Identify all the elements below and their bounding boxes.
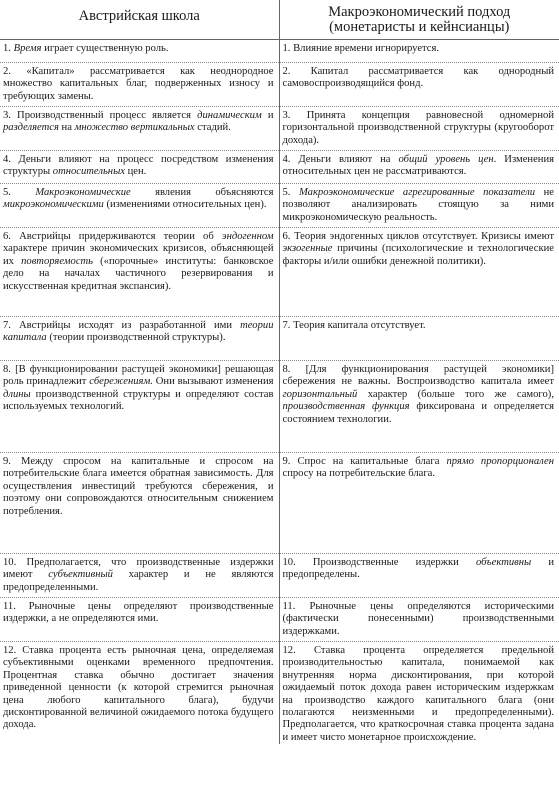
austrian-cell (0, 642, 279, 745)
cell-text: 8. [В функционировании растущей экономики] решающая роль принадлежит (3, 364, 274, 388)
table-header-row (0, 0, 559, 40)
cell-text: 12. Ставка процента определяется предельной производительностью капитала, понимаемой как внутренняя норма дисконтирования, при которой ожидаемый поток дохода равен историческим издержкам на производство каждого капитального блага (они полагаются неизменными и предопределенными). Предполагается, что краткосрочная ставка процента задана и имеет чисто монетарное происхождение. (282, 645, 554, 743)
table-body (0, 40, 559, 745)
macro-cell (279, 228, 559, 317)
cell-text: . Изменения относительных цен не рассматриваются. (282, 154, 554, 178)
cell-text: на (58, 122, 75, 134)
italic-term: производственная функция (282, 401, 410, 413)
italic-term: множество вертикальных (74, 122, 195, 134)
italic-term: сбережениям. (89, 376, 153, 388)
header-macroeconomic-approach (279, 0, 559, 40)
italic-term: Макроэкономические (35, 187, 131, 198)
austrian-cell (0, 317, 279, 361)
cell-text: 7. Теория капитала отсутствует. (282, 320, 426, 331)
cell-text: не позволяют анализировать стоящую за ними микроэкономическую реальность. (282, 187, 555, 223)
austrian-cell (0, 151, 279, 184)
macro-cell (279, 361, 559, 453)
table-row (0, 107, 559, 151)
table-row (0, 317, 559, 361)
table-row (0, 361, 559, 453)
cell-text: 1. (3, 43, 14, 54)
cell-text: и предопределены. (282, 557, 554, 581)
austrian-cell (0, 554, 279, 598)
table-row (0, 453, 559, 554)
italic-term: разделяется (3, 122, 59, 134)
cell-text: Они вызывают изменения (152, 376, 274, 388)
header-right-line1: Макроэкономический подход (328, 4, 511, 20)
cell-text: 1. Влияние времени игнорируется. (282, 43, 440, 54)
cell-text: 4. Деньги влияют на процесс посредством изменения структуры (3, 154, 274, 178)
cell-text: фиксирована и определяется состоянием технологии. (282, 401, 554, 425)
cell-text: характер (больше того же самого), (357, 388, 554, 400)
italic-term: динамическим (197, 110, 262, 121)
table-row (0, 63, 559, 107)
italic-term: объективны (475, 557, 532, 568)
cell-text: 11. Рыночные цены определяются историческими (фактически понесенными) производственными издержками. (282, 601, 554, 637)
macro-cell (279, 642, 559, 745)
cell-text: 3. Принята концепция равновесной одномерной горизонтальной производственной структуры (кругооборот дохода). (282, 110, 554, 146)
macro-cell (279, 151, 559, 184)
cell-text: 8. [Для функционирования растущей экономики] сбережения не важны. Воспроизводство капитала имеет (282, 364, 554, 388)
cell-text: 10. Предполагается, что производственные издержки имеют (3, 557, 274, 581)
table-row (0, 642, 559, 745)
austrian-cell (0, 361, 279, 453)
cell-text: причины (психологические и технологические факторы и/или ошибки денежной политики). (282, 243, 554, 267)
macro-cell (279, 598, 559, 642)
cell-text: спросу на потребительские блага. (282, 468, 436, 480)
header-left-label: Австрийская школа (78, 8, 200, 24)
table-row (0, 598, 559, 642)
macro-cell (279, 554, 559, 598)
macro-cell (279, 63, 559, 107)
austrian-cell (0, 228, 279, 317)
table-row (0, 40, 559, 63)
italic-term: эндогенном (221, 231, 274, 242)
cell-text: 5. (282, 187, 299, 198)
italic-term: микроэкономическими (3, 199, 104, 211)
macro-cell (279, 40, 559, 63)
table-row (0, 184, 559, 228)
table-row (0, 554, 559, 598)
cell-text: производственной структуры и определяют состав используемых технологий. (3, 388, 274, 413)
austrian-cell (0, 40, 279, 63)
italic-term: Макроэкономические агрегированные показатели (298, 187, 536, 198)
cell-text: («порочные» институты: банковское дело на началах частичного резервирования и искусственная кредитная экспансия). (3, 255, 274, 292)
cell-text: 9. Между спросом на капитальные и спросом на потребительские блага имеется обратная зависимость. Для осуществления инвестиций требуются сбережения, и поэтому они сопровождаются относительным снижением потребления. (3, 456, 274, 517)
cell-text: 6. Теория эндогенных циклов отсутствует. Кризисы имеют (282, 231, 554, 242)
cell-text: стадий. (194, 122, 231, 134)
header-right-line2: (монетаристы и кейнсианцы) (329, 19, 510, 35)
cell-text: 2. Капитал рассматривается как однородный самовоспроизводящийся фонд. (282, 66, 554, 90)
austrian-cell (0, 598, 279, 642)
austrian-cell (0, 107, 279, 151)
italic-term: общий уровень цен (398, 154, 494, 165)
austrian-cell (0, 453, 279, 554)
italic-term: прямо пропорционален (446, 456, 554, 467)
macro-cell (279, 107, 559, 151)
cell-text: 3. Производственный процесс является (3, 110, 198, 121)
macro-cell (279, 317, 559, 361)
cell-text: 9. Спрос на капитальные блага (282, 456, 447, 467)
italic-term: теории капитала (3, 320, 274, 344)
cell-text: явления объясняются (130, 187, 274, 198)
italic-term: длины (3, 388, 31, 400)
italic-term: Время (13, 43, 42, 54)
cell-text: (теории производственной структуры). (46, 332, 226, 344)
italic-term: относительных (52, 166, 125, 178)
macro-cell (279, 453, 559, 554)
table-row (0, 228, 559, 317)
cell-text: 12. Ставка процента есть рыночная цена, определяемая субъективными оценками временного предпочтения. Процентная ставка обычно достигает значения приведенной ценности (к которой стремится рыночная цена любого капитального блага), будучи дисконтированной величиной ожидаемого потока будущего дохода. (3, 645, 274, 731)
italic-term: горизонтальный (282, 388, 358, 400)
cell-text: 6. Австрийцы придерживаются теории об (3, 231, 222, 242)
cell-text: 11. Рыночные цены определяют производственные издержки, а не определяются ими. (3, 601, 274, 625)
cell-text: 4. Деньги влияют на (282, 154, 399, 165)
cell-text: (изменениями относительных цен). (103, 199, 267, 211)
cell-text: играет существенную роль. (41, 43, 169, 54)
italic-term: субъективный (48, 569, 113, 581)
cell-text: характер и не являются предопределенными. (3, 569, 274, 593)
italic-term: повторяемость (21, 255, 93, 267)
cell-text: характере причин экономических кризисов, объясняющей их (3, 243, 274, 267)
cell-text: 10. Производственные издержки (282, 557, 476, 568)
cell-text: 5. (3, 187, 36, 198)
header-austrian-school (0, 0, 279, 40)
cell-text: 7. Австрийцы исходят из разработанной ими (3, 320, 241, 331)
italic-term: экзогенные (282, 243, 333, 255)
table-row (0, 151, 559, 184)
cell-text: 2. «Капитал» рассматривается как неоднородное множество капитальных благ, подверженных износу и требующих замены. (3, 66, 274, 102)
cell-text: и (261, 110, 274, 121)
cell-text: цен. (124, 166, 147, 178)
austrian-cell (0, 63, 279, 107)
austrian-cell (0, 184, 279, 228)
macro-cell (279, 184, 559, 228)
